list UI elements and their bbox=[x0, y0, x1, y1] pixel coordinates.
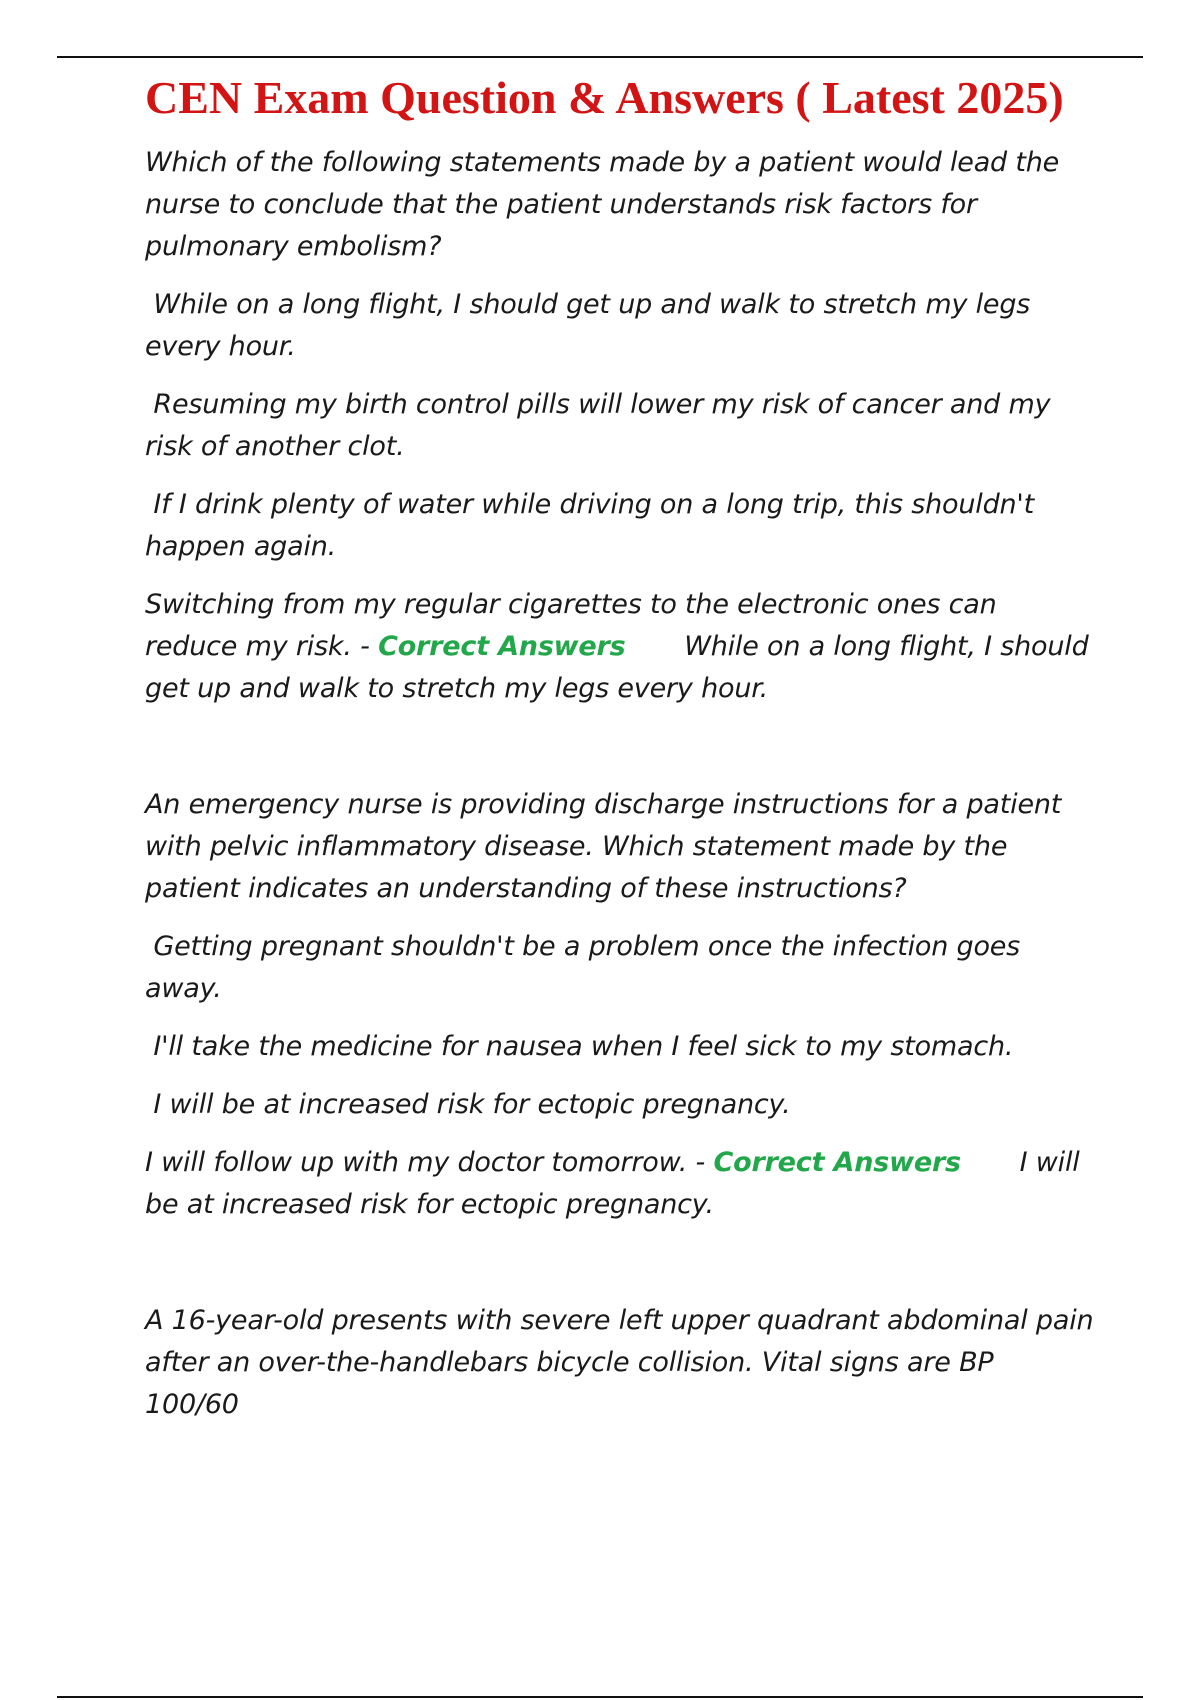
answer-option: While on a long flight, I should get up and walk to stretch my legs every hour. bbox=[145, 289, 1031, 362]
question-block-3 bbox=[145, 1300, 1095, 1426]
question-text: Which of the following statements made by a patient would lead the nurse to conclude that the patient understands risk factors for pulmonary embolism? bbox=[145, 147, 1060, 262]
question-block-1 bbox=[145, 142, 1095, 710]
correct-answer-text: While on a long flight, I should get up and walk to stretch my legs every hour. bbox=[145, 631, 1089, 704]
correct-answers-label: Correct Answers bbox=[713, 1147, 961, 1178]
answer-option: Getting pregnant shouldn't be a problem once the infection goes away. bbox=[145, 931, 1021, 1004]
answer-option-with-key: Switching from my regular cigarettes to the electronic ones can reduce my risk. - Correct Answers While on a long flight, I should get up and walk to stretch my legs every hour. bbox=[145, 589, 1089, 704]
correct-answers-label: Correct Answers bbox=[378, 631, 626, 662]
bottom-rule bbox=[57, 1696, 1143, 1698]
answer-option: I'll take the medicine for nausea when I feel sick to my stomach. bbox=[153, 1031, 1014, 1062]
page-title: CEN Exam Question & Answers ( Latest 2025) bbox=[145, 72, 1064, 123]
answer-option: I will be at increased risk for ectopic pregnancy. bbox=[153, 1089, 791, 1120]
answer-option-with-key: I will follow up with my doctor tomorrow. - Correct Answers I will be at increased risk for ectopic pregnancy. bbox=[145, 1147, 1080, 1220]
answer-option: If I drink plenty of water while driving on a long trip, this shouldn't happen again. bbox=[145, 489, 1035, 562]
question-text: An emergency nurse is providing discharge instructions for a patient with pelvic inflammatory disease. Which statement made by the patient indicates an understanding of these instructions? bbox=[145, 789, 1062, 904]
document-body bbox=[145, 70, 1095, 1442]
question-text: A 16-year-old presents with severe left upper quadrant abdominal pain after an over-the-handlebars bicycle collision. Vital signs are BP 100/60 bbox=[145, 1305, 1094, 1420]
correct-answer-text: I will be at increased risk for ectopic pregnancy. bbox=[145, 1147, 1080, 1220]
question-block-2 bbox=[145, 784, 1095, 1226]
top-rule bbox=[57, 56, 1143, 58]
answer-option: Resuming my birth control pills will lower my risk of cancer and my risk of another clot. bbox=[145, 389, 1051, 462]
